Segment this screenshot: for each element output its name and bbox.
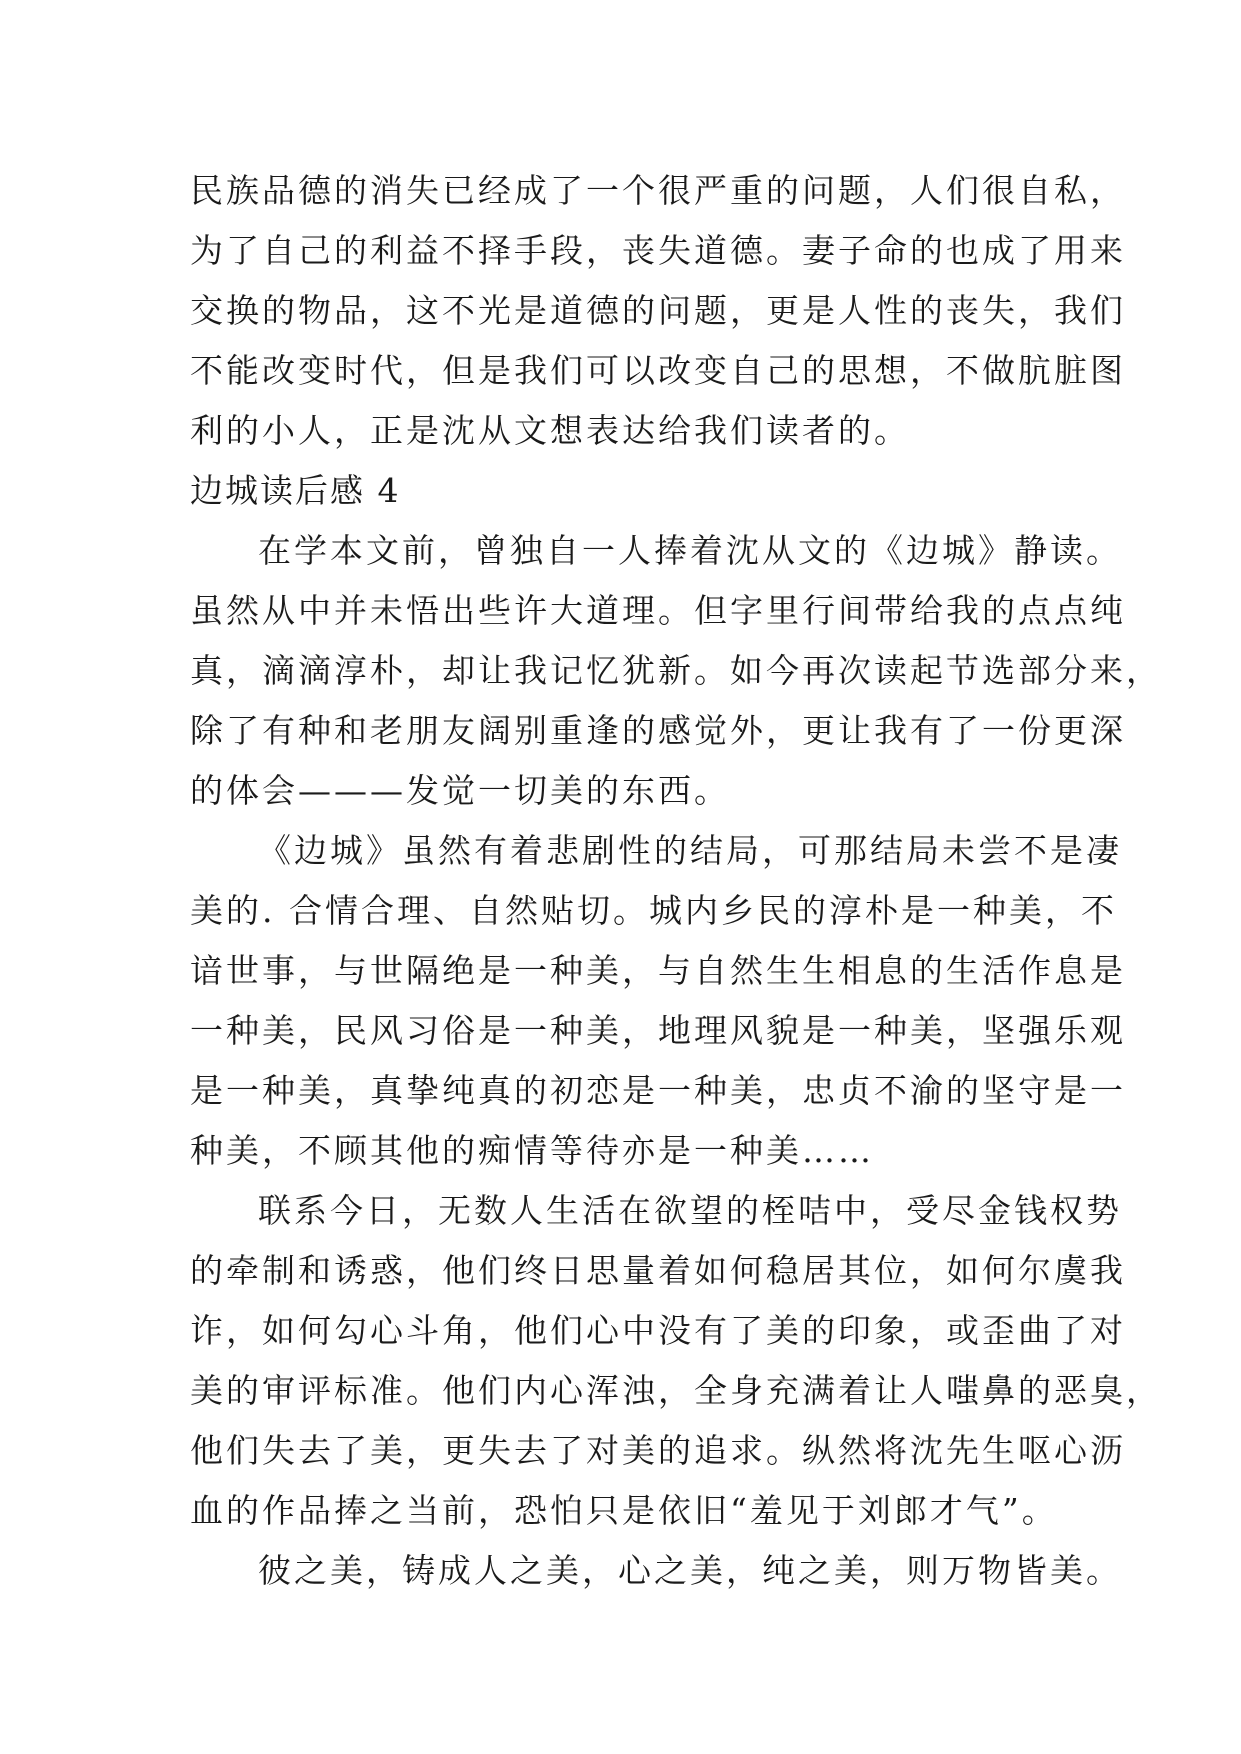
text-line: 谙世事，与世隔绝是一种美，与自然生生相息的生活作息是 — [190, 951, 1126, 990]
text-line: 不能改变时代，但是我们可以改变自己的思想，不做肮脏图 — [190, 351, 1126, 390]
text-line: 交换的物品，这不光是道德的问题，更是人性的丧失，我们 — [190, 291, 1126, 330]
paragraph-first-line: 彼之美，铸成人之美，心之美，纯之美，则万物皆美。 — [258, 1551, 1122, 1590]
text-line: 的牵制和诱惑，他们终日思量着如何稳居其位，如何尔虞我 — [190, 1251, 1126, 1290]
document-body — [190, 161, 1162, 1601]
text-line: 种美，不顾其他的痴情等待亦是一种美…… — [190, 1131, 874, 1170]
text-line: 是一种美，真挚纯真的初恋是一种美，忠贞不渝的坚守是一 — [190, 1071, 1126, 1110]
paragraph-first-line: 在学本文前，曾独自一人捧着沈从文的《边城》静读。 — [258, 531, 1122, 570]
text-line: 利的小人，正是沈从文想表达给我们读者的。 — [190, 411, 910, 450]
text-line: 为了自己的利益不择手段，丧失道德。妻子命的也成了用来 — [190, 231, 1126, 270]
text-line: 血的作品捧之当前，恐怕只是依旧“羞见于刘郎才气”。 — [190, 1491, 1058, 1530]
text-line: 诈，如何勾心斗角，他们心中没有了美的印象，或歪曲了对 — [190, 1311, 1126, 1350]
text-line: 真，滴滴淳朴，却让我记忆犹新。如今再次读起节选部分来， — [190, 651, 1162, 690]
text-line: 他们失去了美，更失去了对美的追求。纵然将沈先生呕心沥 — [190, 1431, 1126, 1470]
paragraph-first-line: 《边城》虽然有着悲剧性的结局，可那结局未尝不是凄 — [258, 831, 1122, 870]
text-line: 除了有种和老朋友阔别重逢的感觉外，更让我有了一份更深 — [190, 711, 1126, 750]
text-line: 的体会———发觉一切美的东西。 — [190, 771, 730, 810]
text-line: 一种美，民风习俗是一种美，地理风貌是一种美，坚强乐观 — [190, 1011, 1126, 1050]
text-line: 民族品德的消失已经成了一个很严重的问题，人们很自私， — [190, 171, 1126, 210]
text-line: 美的审评标准。他们内心浑浊，全身充满着让人嗤鼻的恶臭， — [190, 1371, 1162, 1410]
text-line: 美的. 合情合理、自然贴切。城内乡民的淳朴是一种美，不 — [190, 891, 1117, 930]
section-heading: 边城读后感 4 — [190, 471, 401, 510]
paragraph-first-line: 联系今日，无数人生活在欲望的桎咭中，受尽金钱权势 — [258, 1191, 1122, 1230]
text-line: 虽然从中并未悟出些许大道理。但字里行间带给我的点点纯 — [190, 591, 1126, 630]
